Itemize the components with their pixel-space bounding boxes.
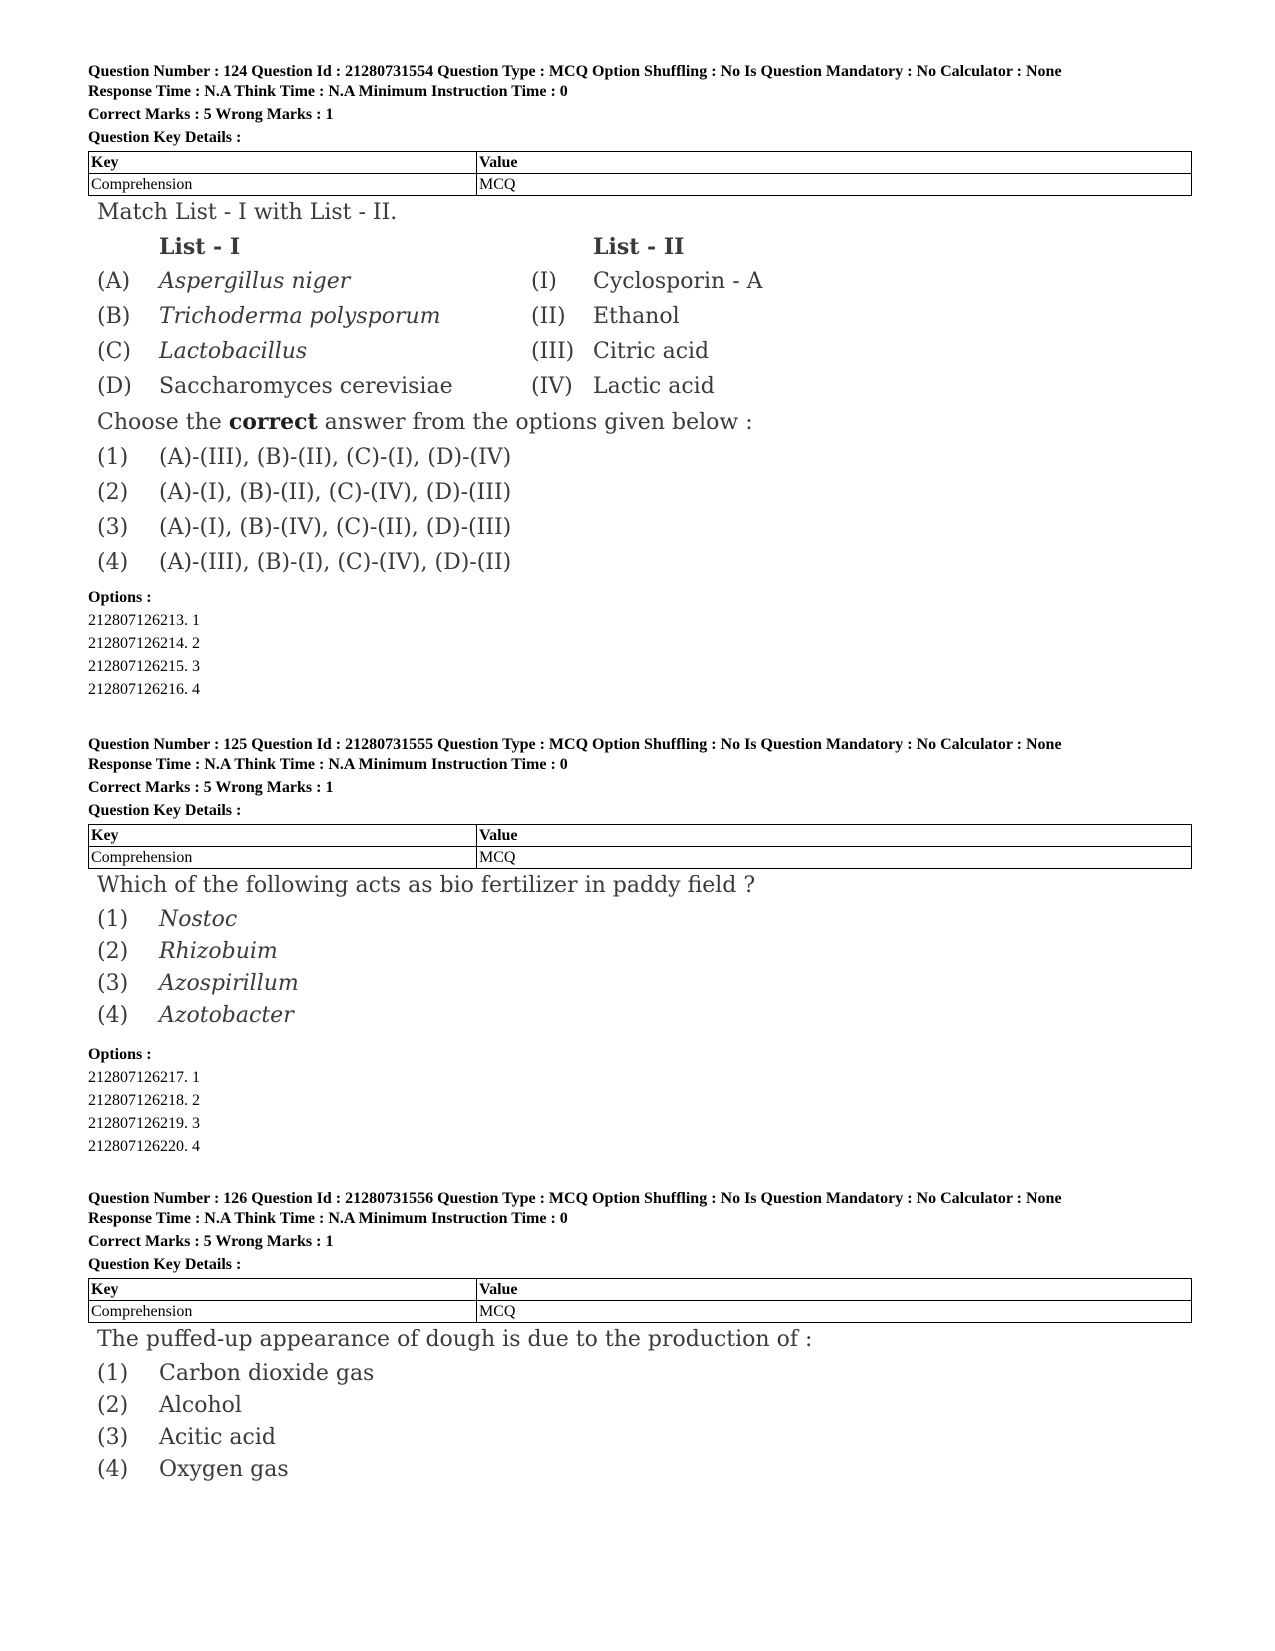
option-item: 212807126217. 1 [88, 1069, 200, 1086]
table-header-row [89, 1279, 1192, 1301]
table-row [89, 174, 1192, 196]
table-header-value: Value [477, 825, 1192, 847]
table-cell-key: Comprehension [89, 1301, 477, 1323]
question-body [97, 869, 1188, 1031]
match-row [97, 299, 1188, 334]
question-stem: Which of the following acts as bio fertilizer in paddy field ? [97, 873, 756, 898]
answer-choice: (1) (A)-(III), (B)-(II), (C)-(I), (D)-(IV) [97, 445, 512, 470]
key-details-label: Question Key Details : [88, 129, 242, 146]
option-item: 212807126216. 4 [88, 681, 200, 698]
match-row [97, 334, 1188, 369]
question-124 [88, 62, 1188, 701]
options-list [88, 1043, 1188, 1158]
answer-choice: (3) Azospirillum [97, 970, 299, 996]
question-126 [88, 1189, 1188, 1485]
key-details-table [88, 151, 1192, 196]
left-label: (A) [97, 269, 131, 294]
table-header-row [89, 152, 1192, 174]
right-item: Lactic acid [593, 374, 715, 399]
list-1-header: List - I [159, 234, 241, 260]
answer-choice: (4) (A)-(III), (B)-(I), (C)-(IV), (D)-(II) [97, 550, 512, 575]
table-header-key: Key [89, 1279, 477, 1301]
question-body [97, 196, 1188, 580]
table-row [89, 847, 1192, 869]
right-label: (II) [531, 304, 566, 329]
key-details-table [88, 824, 1192, 869]
list-2-header: List - II [593, 234, 685, 260]
match-row [97, 369, 1188, 404]
match-list-headers [97, 230, 1188, 264]
answer-choice: (2) Rhizobuim [97, 938, 278, 964]
key-details-label: Question Key Details : [88, 802, 242, 819]
marks-line: Correct Marks : 5 Wrong Marks : 1 [88, 1233, 334, 1250]
meta-line-2: Response Time : N.A Think Time : N.A Minimum Instruction Time : 0 [88, 83, 568, 100]
left-item: Saccharomyces cerevisiae [159, 374, 453, 399]
options-label: Options : [88, 589, 152, 606]
left-item: Aspergillus niger [159, 269, 351, 294]
table-header-key: Key [89, 152, 477, 174]
options-label: Options : [88, 1046, 152, 1063]
answer-choice: (4) Azotobacter [97, 1002, 294, 1028]
match-row [97, 264, 1188, 299]
meta-line-2: Response Time : N.A Think Time : N.A Minimum Instruction Time : 0 [88, 756, 568, 773]
option-item: 212807126218. 2 [88, 1092, 200, 1109]
question-125 [88, 735, 1188, 1158]
meta-line-1: Question Number : 125 Question Id : 21280731555 Question Type : MCQ Option Shuffling : No Is Question Mandatory : No Calculator : None [88, 736, 1062, 753]
right-item: Cyclosporin - A [593, 269, 763, 294]
table-header-key: Key [89, 825, 477, 847]
answer-choice: (1) Carbon dioxide gas [97, 1360, 375, 1386]
table-cell-value: MCQ [477, 174, 1192, 196]
option-item: 212807126220. 4 [88, 1138, 200, 1155]
table-cell-value: MCQ [477, 1301, 1192, 1323]
left-item: Lactobacillus [159, 339, 308, 364]
right-item: Ethanol [593, 304, 680, 329]
answer-choice: (2) (A)-(I), (B)-(II), (C)-(IV), (D)-(III) [97, 480, 512, 505]
answer-choice: (3) (A)-(I), (B)-(IV), (C)-(II), (D)-(III) [97, 515, 512, 540]
answer-choice: (2) Alcohol [97, 1392, 242, 1418]
key-details-label: Question Key Details : [88, 1256, 242, 1273]
right-item: Citric acid [593, 339, 710, 364]
option-item: 212807126215. 3 [88, 658, 200, 675]
answer-choice: (3) Acitic acid [97, 1424, 276, 1450]
table-header-value: Value [477, 152, 1192, 174]
meta-line-1: Question Number : 126 Question Id : 21280731556 Question Type : MCQ Option Shuffling : No Is Question Mandatory : No Calculator : None [88, 1190, 1062, 1207]
table-cell-key: Comprehension [89, 174, 477, 196]
table-header-row [89, 825, 1192, 847]
option-item: 212807126214. 2 [88, 635, 200, 652]
meta-line-2: Response Time : N.A Think Time : N.A Minimum Instruction Time : 0 [88, 1210, 568, 1227]
right-label: (IV) [531, 374, 573, 399]
question-meta [88, 735, 1188, 821]
table-row [89, 1301, 1192, 1323]
option-item: 212807126219. 3 [88, 1115, 200, 1132]
question-stem: Match List - I with List - II. [97, 200, 398, 225]
option-item: 212807126213. 1 [88, 612, 200, 629]
question-body [97, 1323, 1188, 1485]
table-cell-key: Comprehension [89, 847, 477, 869]
question-meta [88, 62, 1188, 148]
left-label: (D) [97, 374, 132, 399]
meta-line-1: Question Number : 124 Question Id : 21280731554 Question Type : MCQ Option Shuffling : No Is Question Mandatory : No Calculator : None [88, 63, 1062, 80]
left-label: (C) [97, 339, 131, 364]
marks-line: Correct Marks : 5 Wrong Marks : 1 [88, 779, 334, 796]
options-list [88, 586, 1188, 701]
choose-instruction: Choose the correct answer from the options given below : [97, 409, 753, 435]
question-stem: The puffed-up appearance of dough is due to the production of : [97, 1327, 813, 1352]
key-details-table [88, 1278, 1192, 1323]
left-item: Trichoderma polysporum [159, 304, 441, 329]
question-meta [88, 1189, 1188, 1275]
answer-choice: (1) Nostoc [97, 906, 238, 932]
marks-line: Correct Marks : 5 Wrong Marks : 1 [88, 106, 334, 123]
table-header-value: Value [477, 1279, 1192, 1301]
right-label: (I) [531, 269, 557, 294]
table-cell-value: MCQ [477, 847, 1192, 869]
right-label: (III) [531, 339, 575, 364]
answer-choice: (4) Oxygen gas [97, 1456, 289, 1482]
left-label: (B) [97, 304, 131, 329]
